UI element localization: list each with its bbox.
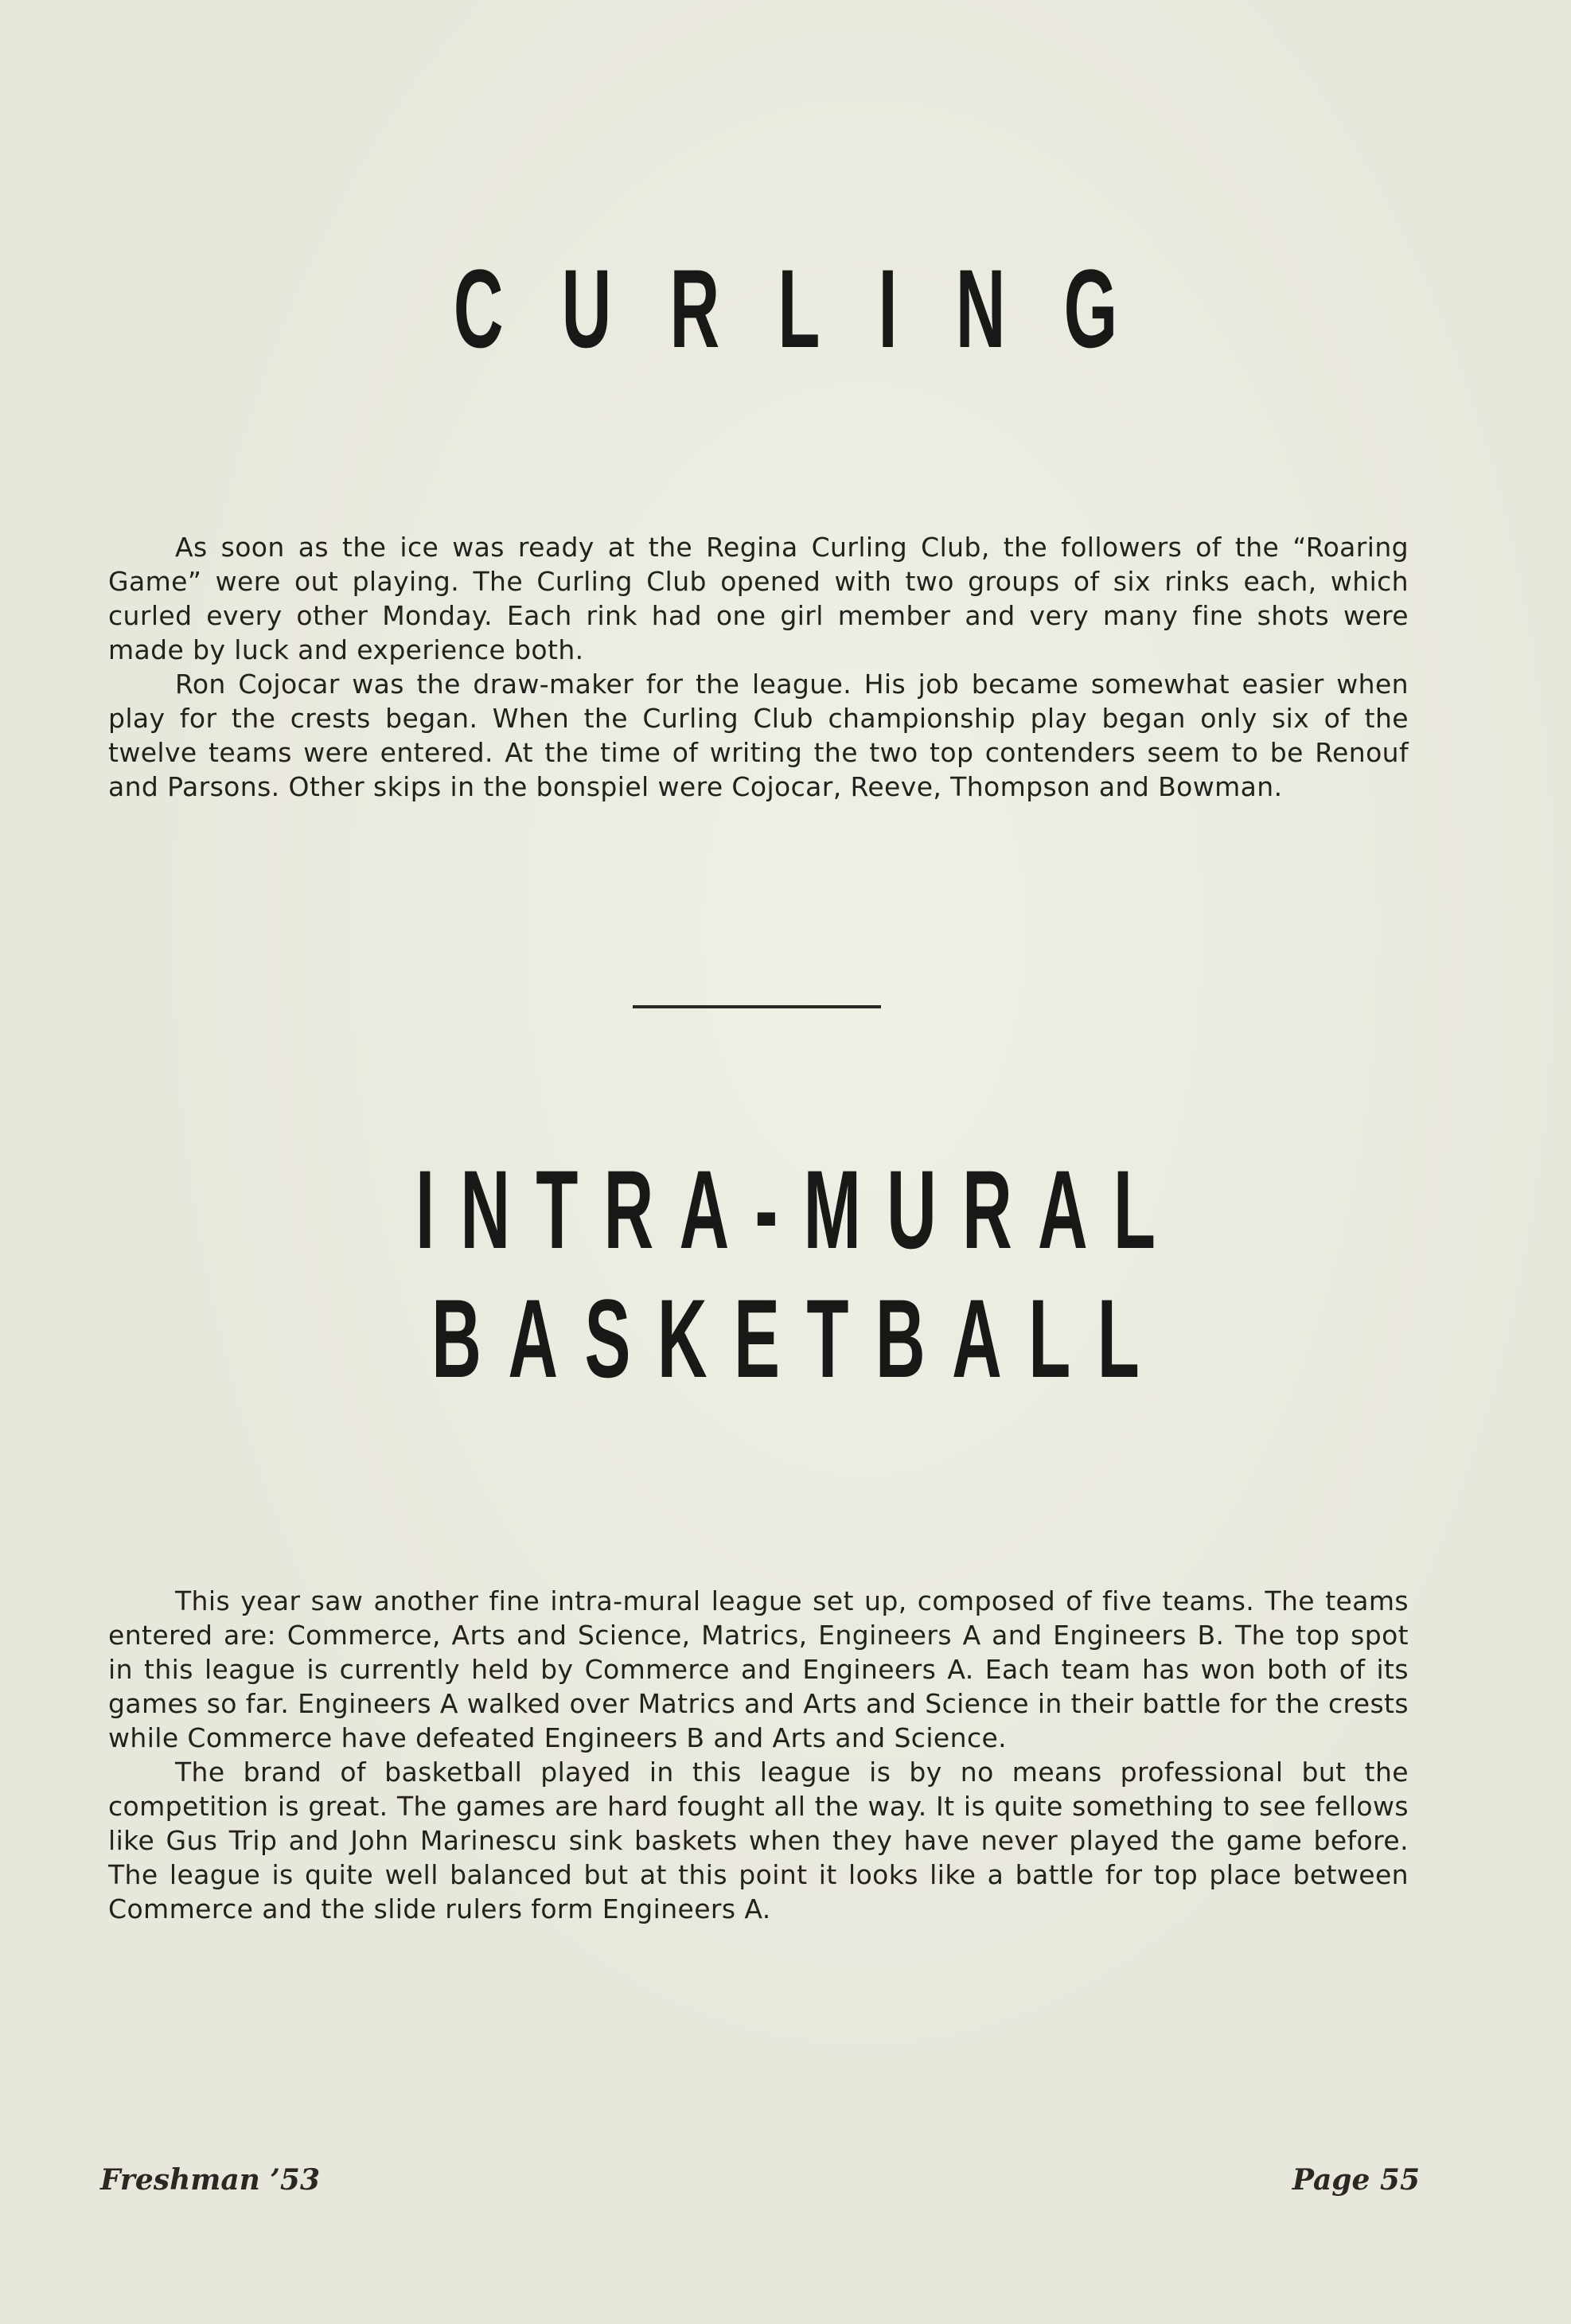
basketball-paragraph-1: This year saw another fine intra-mural league set up, composed of five teams. The teams entered are: Commerce, Arts and Science, Matrics, Engineers A and Engineers B. The top spot in this league is currently held by Commerce and Engineers A. Each team has won both of its games so far. Engineers A walked over Matrics and Arts and Science in their battle for the crests while Commerce have defeated Engineers B and Arts and Science.	[108, 1585, 1409, 1753]
basketball-heading: BASKETBALL	[431, 1276, 1167, 1401]
basketball-article	[108, 1584, 1409, 1926]
curling-heading: CURLING	[453, 246, 1176, 371]
section-divider	[633, 1005, 881, 1008]
curling-paragraph-2: Ron Cojocar was the draw-maker for the league. His job became somewhat easier when play for the crests began. When the Curling Club championship play began only six of the twelve teams were entered. At the time of writing the two top contenders seem to be Renouf and Parsons. Other skips in the bonspiel were Cojocar, Reeve, Thompson and Bowman.	[108, 669, 1409, 802]
footer-page-number: Page 55	[1292, 2163, 1420, 2197]
curling-article	[108, 530, 1409, 804]
intra-mural-heading: INTRA-MURAL	[415, 1147, 1182, 1272]
footer-publication: Freshman ’53	[100, 2163, 320, 2197]
basketball-paragraph-2: The brand of basketball played in this league is by no means professional but the competition is great. The games are hard fought all the way. It is quite something to see fellows like Gus Trip and John Marinescu sink baskets when they have never played the game before. The league is quite well balanced but at this point it looks like a battle for top place between Commerce and the slide rulers form Engineers A.	[108, 1757, 1409, 1924]
curling-paragraph-1: As soon as the ice was ready at the Regina Curling Club, the followers of the “Roaring Game” were out playing. The Curling Club opened with two groups of six rinks each, which curled every other Monday. Each rink had one girl member and very many fine shots were made by luck and experience both.	[108, 532, 1409, 665]
